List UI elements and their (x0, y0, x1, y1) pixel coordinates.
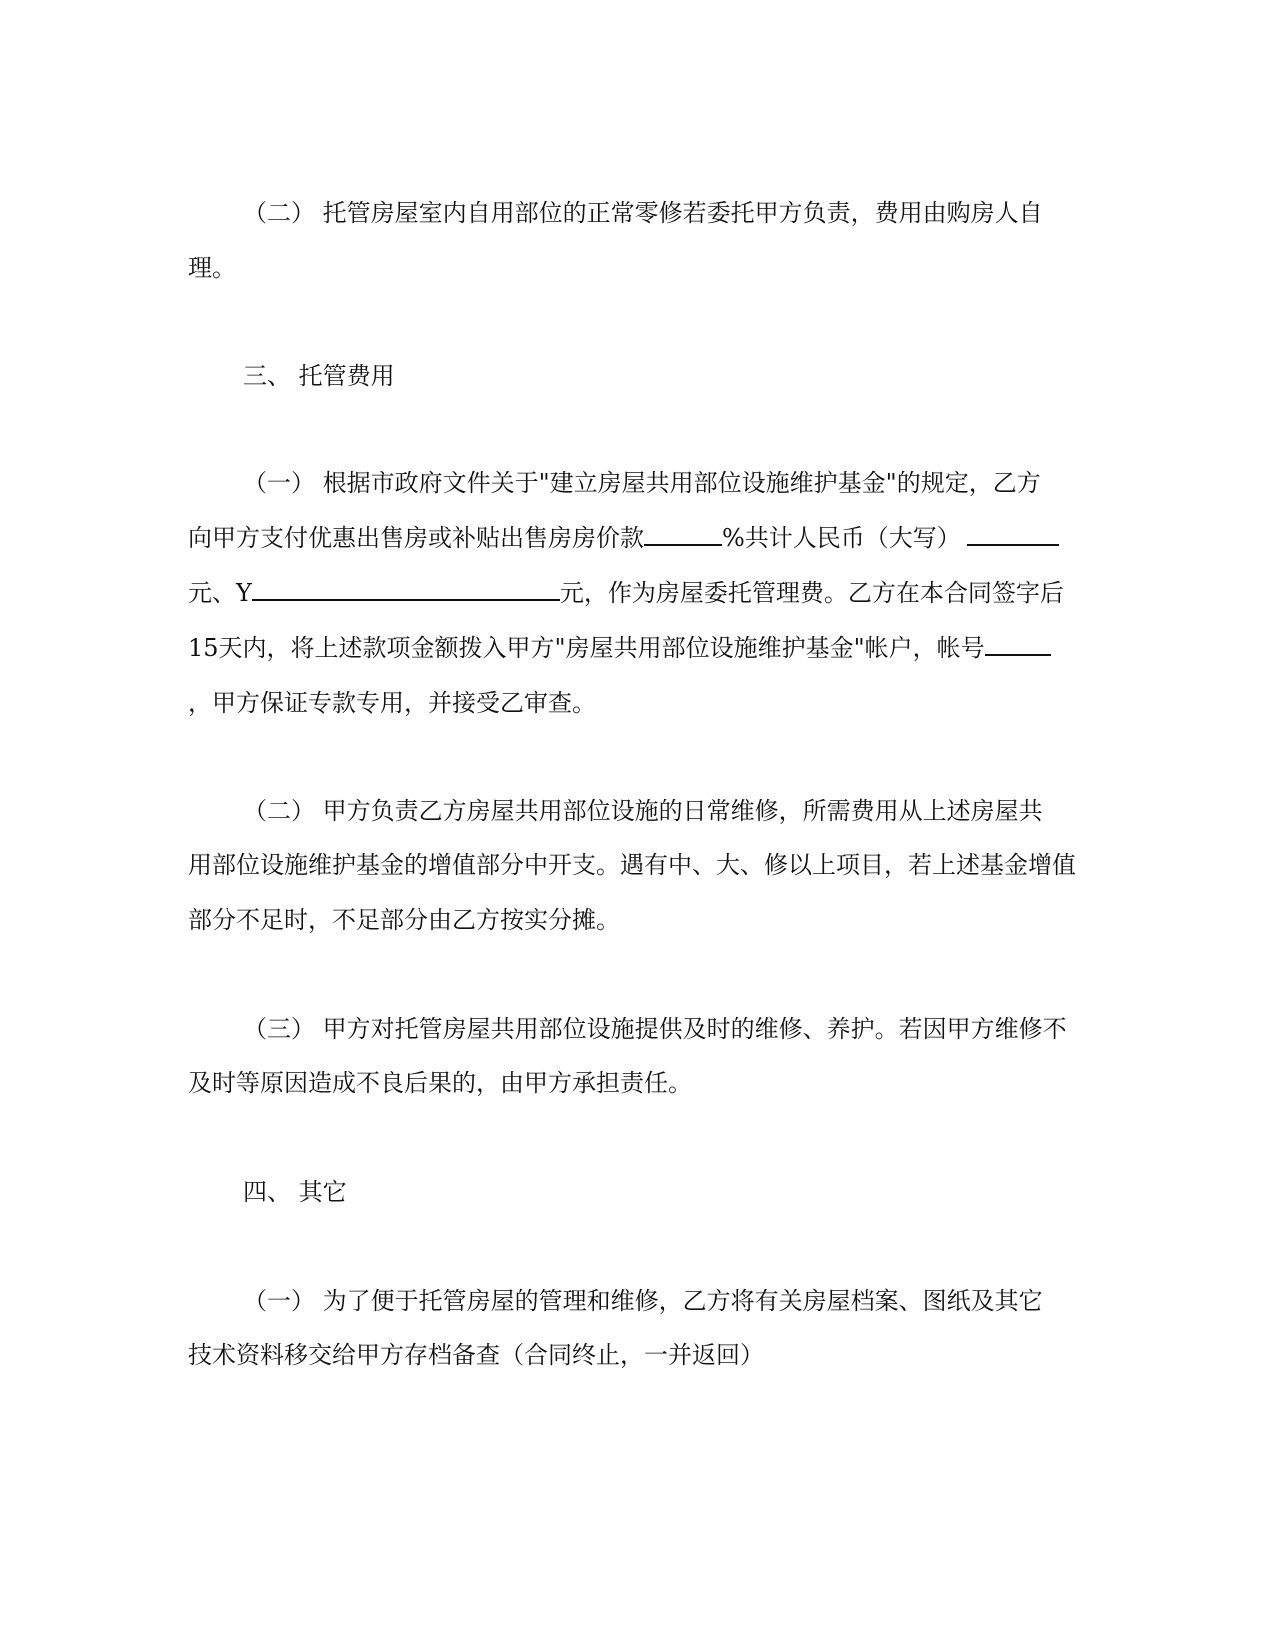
paragraph-line: （一） 根据市政府文件关于"建立房屋共用部位设施维护基金"的规定，乙方 (243, 469, 1041, 497)
text-segment: 向甲方支付优惠出售房或补贴出售房房价款 (188, 524, 644, 552)
paragraph-line: 理。 (188, 254, 236, 282)
paragraph-line (188, 522, 1068, 554)
paragraph-line: 技术资料移交给甲方存档备查（合同终止，一并返回） (188, 1341, 764, 1369)
text-segment: 元、Y (188, 579, 252, 607)
paragraph-line: 及时等原因造成不良后果的，由甲方承担责任。 (188, 1069, 692, 1097)
text-segment: 元，作为房屋委托管理费。乙方在本合同签字后 (559, 579, 1064, 607)
paragraph-line (188, 632, 1068, 664)
paragraph-line: （一） 为了便于托管房屋的管理和维修，乙方将有关房屋档案、图纸及其它 (243, 1287, 1043, 1315)
paragraph-line: 部分不足时，不足部分由乙方按实分摊。 (188, 906, 620, 934)
paragraph-line (188, 577, 1068, 609)
fill-blank (985, 632, 1051, 656)
fill-blank (252, 577, 560, 601)
paragraph-line: 用部位设施维护基金的增值部分中开支。遇有中、大、修以上项目，若上述基金增值 (188, 851, 1076, 879)
text-segment: %共计人民币（大写） (722, 524, 961, 552)
paragraph-line: ，甲方保证专款专用，并接受乙审查。 (188, 689, 596, 717)
paragraph-line: （二） 托管房屋室内自用部位的正常零修若委托甲方负责，费用由购房人自 (243, 199, 1043, 227)
section-heading: 三、 托管费用 (243, 362, 395, 390)
fill-blank (967, 522, 1059, 546)
text-segment: 15天内，将上述款项金额拨入甲方"房屋共用部位设施维护基金"帐户，帐号 (188, 634, 985, 662)
section-heading: 四、 其它 (243, 1178, 347, 1206)
fill-blank (644, 522, 722, 546)
paragraph-line: （三） 甲方对托管房屋共用部位设施提供及时的维修、养护。若因甲方维修不 (243, 1015, 1067, 1043)
paragraph-line: （二） 甲方负责乙方房屋共用部位设施的日常维修，所需费用从上述房屋共 (243, 797, 1043, 825)
